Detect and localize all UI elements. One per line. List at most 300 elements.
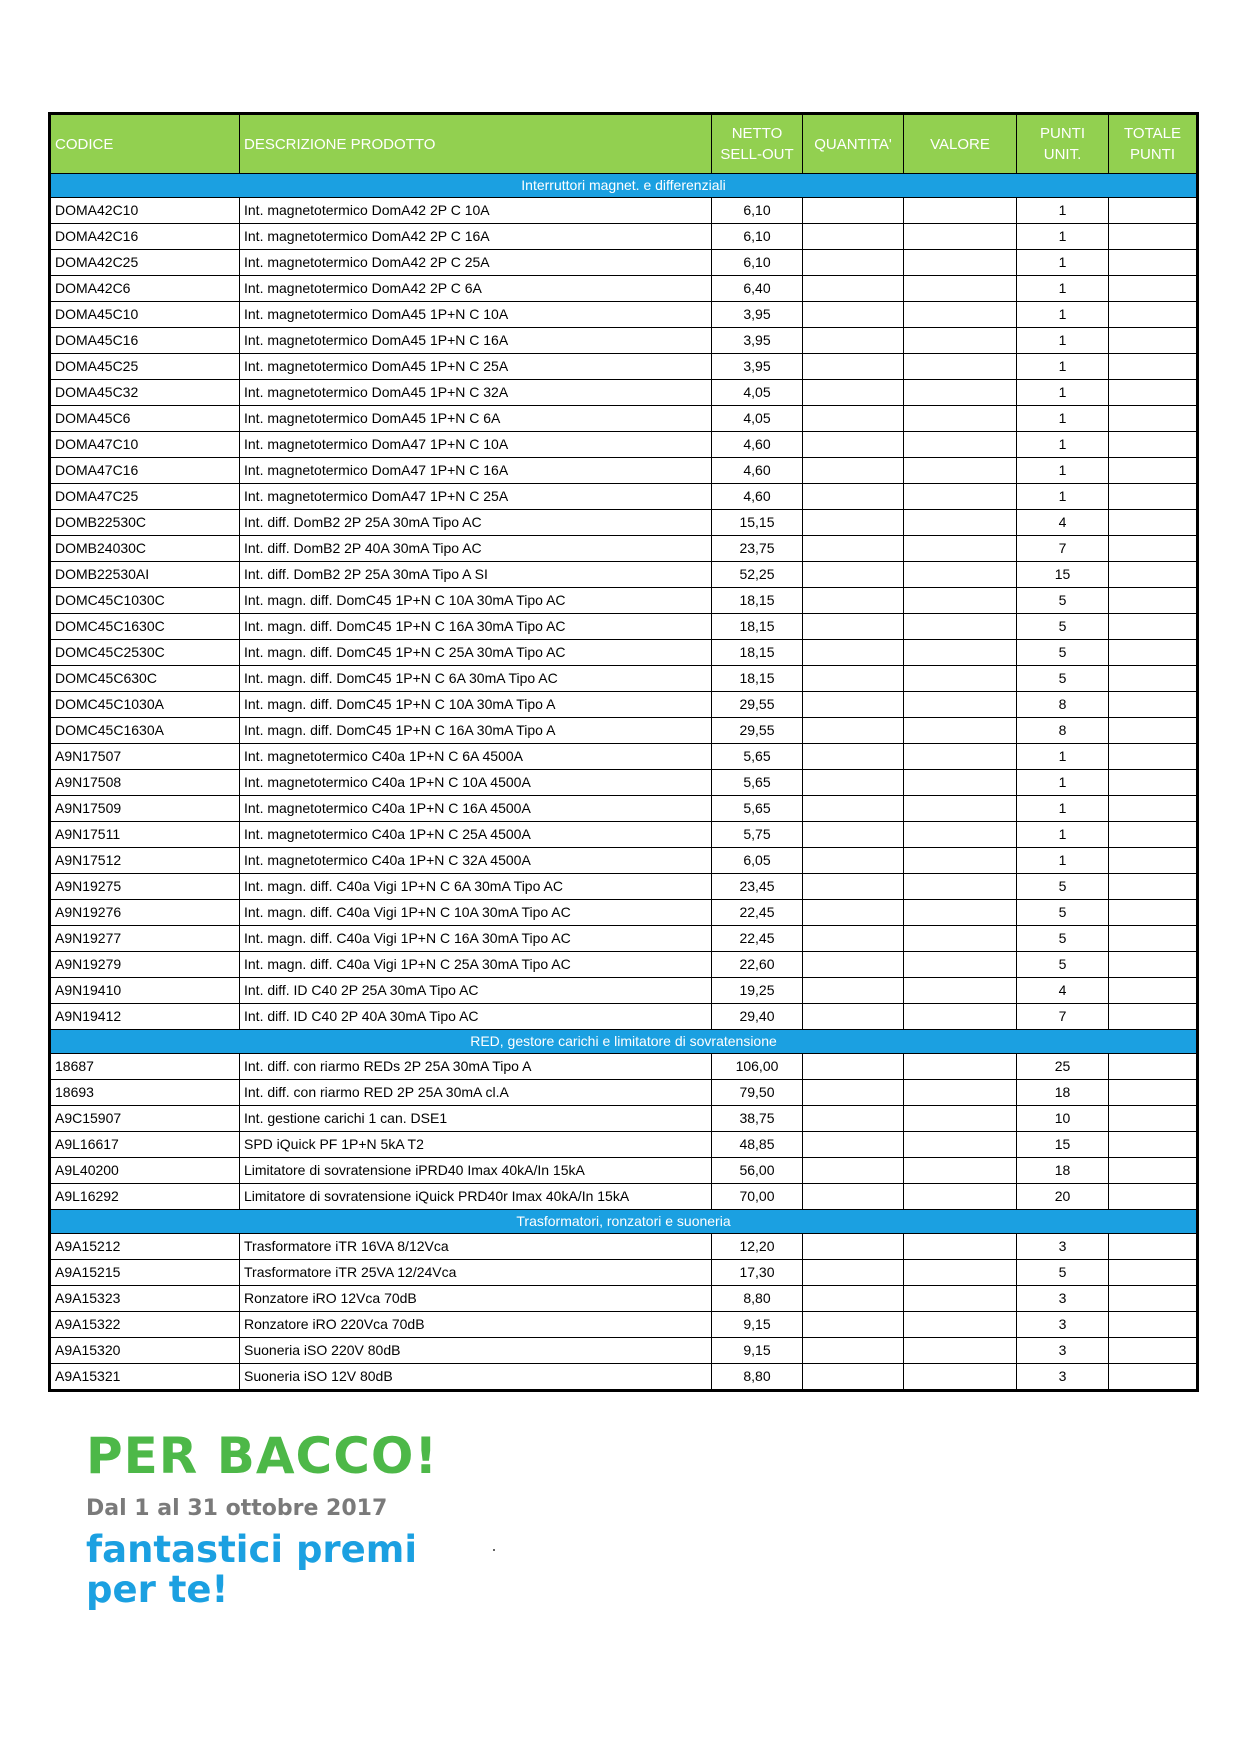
value-cell[interactable] <box>904 614 1017 640</box>
value-cell[interactable] <box>904 770 1017 796</box>
quantity-cell[interactable] <box>803 380 904 406</box>
total-points-cell[interactable] <box>1109 1286 1198 1312</box>
header-descrizione: DESCRIZIONE PRODOTTO <box>240 114 712 174</box>
table-row <box>50 380 1198 406</box>
value-cell[interactable] <box>904 1338 1017 1364</box>
code-cell: DOMA45C25 <box>50 354 240 380</box>
price-cell: 38,75 <box>712 1106 803 1132</box>
quantity-cell[interactable] <box>803 952 904 978</box>
code-cell: DOMA47C25 <box>50 484 240 510</box>
table-row <box>50 510 1198 536</box>
description-cell: Limitatore di sovratensione iPRD40 Imax 40kA/In 15kA <box>240 1158 712 1184</box>
table-row <box>50 1286 1198 1312</box>
value-cell[interactable] <box>904 510 1017 536</box>
code-cell: A9A15322 <box>50 1312 240 1338</box>
table-row <box>50 328 1198 354</box>
price-cell: 19,25 <box>712 978 803 1004</box>
table-row <box>50 796 1198 822</box>
price-cell: 22,45 <box>712 926 803 952</box>
value-cell[interactable] <box>904 354 1017 380</box>
table-row <box>50 224 1198 250</box>
price-cell: 9,15 <box>712 1338 803 1364</box>
table-row <box>50 692 1198 718</box>
total-points-cell[interactable] <box>1109 1158 1198 1184</box>
points-cell: 1 <box>1017 822 1109 848</box>
total-points-cell[interactable] <box>1109 1184 1198 1210</box>
quantity-cell[interactable] <box>803 1184 904 1210</box>
description-cell: Int. magn. diff. C40a Vigi 1P+N C 25A 30mA Tipo AC <box>240 952 712 978</box>
table-row <box>50 822 1198 848</box>
points-cell: 1 <box>1017 276 1109 302</box>
points-cell: 5 <box>1017 640 1109 666</box>
description-cell: Suoneria iSO 12V 80dB <box>240 1364 712 1391</box>
table-row <box>50 770 1198 796</box>
quantity-cell[interactable] <box>803 874 904 900</box>
table-row <box>50 978 1198 1004</box>
code-cell: DOMA42C10 <box>50 198 240 224</box>
value-cell[interactable] <box>904 198 1017 224</box>
description-cell: Int. magn. diff. DomC45 1P+N C 25A 30mA Tipo AC <box>240 640 712 666</box>
points-cell: 5 <box>1017 666 1109 692</box>
value-cell[interactable] <box>904 692 1017 718</box>
quantity-cell[interactable] <box>803 536 904 562</box>
price-cell: 8,80 <box>712 1286 803 1312</box>
value-cell[interactable] <box>904 822 1017 848</box>
header-totale-punti <box>1109 114 1198 174</box>
quantity-cell[interactable] <box>803 822 904 848</box>
price-cell: 4,05 <box>712 406 803 432</box>
quantity-cell[interactable] <box>803 900 904 926</box>
quantity-cell[interactable] <box>803 926 904 952</box>
section-title: RED, gestore carichi e limitatore di sovratensione <box>50 1030 1198 1054</box>
quantity-cell[interactable] <box>803 1338 904 1364</box>
value-cell[interactable] <box>904 718 1017 744</box>
description-cell: Ronzatore iRO 12Vca 70dB <box>240 1286 712 1312</box>
points-cell: 3 <box>1017 1338 1109 1364</box>
code-cell: DOMA45C6 <box>50 406 240 432</box>
value-cell[interactable] <box>904 432 1017 458</box>
value-cell[interactable] <box>904 926 1017 952</box>
table-row <box>50 198 1198 224</box>
promo-block <box>86 1428 438 1610</box>
code-cell: A9A15320 <box>50 1338 240 1364</box>
points-cell: 1 <box>1017 744 1109 770</box>
quantity-cell[interactable] <box>803 432 904 458</box>
price-cell: 6,40 <box>712 276 803 302</box>
description-cell: Int. magn. diff. C40a Vigi 1P+N C 16A 30mA Tipo AC <box>240 926 712 952</box>
description-cell: Int. magn. diff. DomC45 1P+N C 10A 30mA Tipo AC <box>240 588 712 614</box>
value-cell[interactable] <box>904 1158 1017 1184</box>
quantity-cell[interactable] <box>803 692 904 718</box>
header-quantita: QUANTITA' <box>803 114 904 174</box>
total-points-cell[interactable] <box>1109 614 1198 640</box>
total-points-cell[interactable] <box>1109 1260 1198 1286</box>
quantity-cell[interactable] <box>803 1364 904 1391</box>
points-cell: 7 <box>1017 1004 1109 1030</box>
value-cell[interactable] <box>904 744 1017 770</box>
table-row <box>50 1234 1198 1260</box>
description-cell: Int. magnetotermico DomA42 2P C 6A <box>240 276 712 302</box>
quantity-cell[interactable] <box>803 744 904 770</box>
total-points-cell[interactable] <box>1109 432 1198 458</box>
total-points-cell[interactable] <box>1109 484 1198 510</box>
section-header-row <box>50 1210 1198 1234</box>
points-cell: 5 <box>1017 588 1109 614</box>
table-row <box>50 536 1198 562</box>
points-cell: 3 <box>1017 1312 1109 1338</box>
value-cell[interactable] <box>904 666 1017 692</box>
description-cell: Int. magn. diff. DomC45 1P+N C 16A 30mA Tipo AC <box>240 614 712 640</box>
points-cell: 8 <box>1017 692 1109 718</box>
table-row <box>50 458 1198 484</box>
header-valore: VALORE <box>904 114 1017 174</box>
code-cell: DOMA45C32 <box>50 380 240 406</box>
quantity-cell[interactable] <box>803 302 904 328</box>
value-cell[interactable] <box>904 848 1017 874</box>
total-points-cell[interactable] <box>1109 510 1198 536</box>
points-cell: 1 <box>1017 432 1109 458</box>
points-cell: 25 <box>1017 1054 1109 1080</box>
header-punti-line1: PUNTI <box>1040 125 1085 142</box>
quantity-cell[interactable] <box>803 1054 904 1080</box>
description-cell: Int. magnetotermico DomA45 1P+N C 6A <box>240 406 712 432</box>
value-cell[interactable] <box>904 536 1017 562</box>
price-cell: 6,10 <box>712 250 803 276</box>
promo-title: PER BACCO! <box>86 1427 439 1485</box>
value-cell[interactable] <box>904 1132 1017 1158</box>
value-cell[interactable] <box>904 1054 1017 1080</box>
description-cell: Int. diff. DomB2 2P 40A 30mA Tipo AC <box>240 536 712 562</box>
value-cell[interactable] <box>904 952 1017 978</box>
points-cell: 4 <box>1017 510 1109 536</box>
value-cell[interactable] <box>904 276 1017 302</box>
code-cell: DOMA45C16 <box>50 328 240 354</box>
code-cell: A9N17509 <box>50 796 240 822</box>
total-points-cell[interactable] <box>1109 978 1198 1004</box>
quantity-cell[interactable] <box>803 770 904 796</box>
total-points-cell[interactable] <box>1109 562 1198 588</box>
price-cell: 48,85 <box>712 1132 803 1158</box>
code-cell: A9N17507 <box>50 744 240 770</box>
code-cell: A9L16617 <box>50 1132 240 1158</box>
total-points-cell[interactable] <box>1109 536 1198 562</box>
points-cell: 5 <box>1017 900 1109 926</box>
table-row <box>50 640 1198 666</box>
description-cell: Int. magnetotermico DomA47 1P+N C 25A <box>240 484 712 510</box>
quantity-cell[interactable] <box>803 484 904 510</box>
total-points-cell[interactable] <box>1109 1312 1198 1338</box>
total-points-cell[interactable] <box>1109 1054 1198 1080</box>
table-row <box>50 1364 1198 1391</box>
value-cell[interactable] <box>904 562 1017 588</box>
quantity-cell[interactable] <box>803 1132 904 1158</box>
total-points-cell[interactable] <box>1109 1004 1198 1030</box>
quantity-cell[interactable] <box>803 1106 904 1132</box>
price-cell: 106,00 <box>712 1054 803 1080</box>
value-cell[interactable] <box>904 588 1017 614</box>
price-cell: 22,60 <box>712 952 803 978</box>
points-cell: 1 <box>1017 198 1109 224</box>
code-cell: A9N19279 <box>50 952 240 978</box>
table-row <box>50 744 1198 770</box>
total-points-cell[interactable] <box>1109 1132 1198 1158</box>
code-cell: A9A15212 <box>50 1234 240 1260</box>
table-row <box>50 1158 1198 1184</box>
value-cell[interactable] <box>904 380 1017 406</box>
total-points-cell[interactable] <box>1109 770 1198 796</box>
quantity-cell[interactable] <box>803 458 904 484</box>
total-points-cell[interactable] <box>1109 1364 1198 1391</box>
price-cell: 18,15 <box>712 666 803 692</box>
price-cell: 6,10 <box>712 224 803 250</box>
price-cell: 29,55 <box>712 718 803 744</box>
value-cell[interactable] <box>904 1004 1017 1030</box>
description-cell: Int. magnetotermico DomA47 1P+N C 16A <box>240 458 712 484</box>
description-cell: Int. diff. con riarmo RED 2P 25A 30mA cl.A <box>240 1080 712 1106</box>
price-cell: 5,65 <box>712 744 803 770</box>
code-cell: A9L16292 <box>50 1184 240 1210</box>
price-cell: 15,15 <box>712 510 803 536</box>
code-cell: DOMC45C1630A <box>50 718 240 744</box>
description-cell: Int. magn. diff. DomC45 1P+N C 10A 30mA Tipo A <box>240 692 712 718</box>
table-row <box>50 614 1198 640</box>
points-cell: 18 <box>1017 1080 1109 1106</box>
header-codice: CODICE <box>50 114 240 174</box>
header-totale-line1: TOTALE <box>1124 125 1181 142</box>
price-table <box>48 112 1199 1392</box>
total-points-cell[interactable] <box>1109 926 1198 952</box>
total-points-cell[interactable] <box>1109 588 1198 614</box>
total-points-cell[interactable] <box>1109 250 1198 276</box>
description-cell: Int. magnetotermico C40a 1P+N C 32A 4500A <box>240 848 712 874</box>
price-cell: 4,60 <box>712 432 803 458</box>
points-cell: 1 <box>1017 796 1109 822</box>
description-cell: Int. diff. DomB2 2P 25A 30mA Tipo AC <box>240 510 712 536</box>
total-points-cell[interactable] <box>1109 718 1198 744</box>
price-cell: 29,40 <box>712 1004 803 1030</box>
price-cell: 5,65 <box>712 796 803 822</box>
total-points-cell[interactable] <box>1109 406 1198 432</box>
price-cell: 79,50 <box>712 1080 803 1106</box>
value-cell[interactable] <box>904 900 1017 926</box>
total-points-cell[interactable] <box>1109 666 1198 692</box>
description-cell: Int. magnetotermico C40a 1P+N C 25A 4500A <box>240 822 712 848</box>
value-cell[interactable] <box>904 1312 1017 1338</box>
description-cell: Int. magnetotermico C40a 1P+N C 16A 4500A <box>240 796 712 822</box>
description-cell: Int. diff. DomB2 2P 25A 30mA Tipo A SI <box>240 562 712 588</box>
quantity-cell[interactable] <box>803 224 904 250</box>
value-cell[interactable] <box>904 1286 1017 1312</box>
price-cell: 18,15 <box>712 614 803 640</box>
value-cell[interactable] <box>904 1364 1017 1391</box>
value-cell[interactable] <box>904 224 1017 250</box>
table-row <box>50 276 1198 302</box>
quantity-cell[interactable] <box>803 406 904 432</box>
points-cell: 5 <box>1017 614 1109 640</box>
quantity-cell[interactable] <box>803 562 904 588</box>
header-netto-line1: NETTO <box>731 125 783 142</box>
price-cell: 4,60 <box>712 458 803 484</box>
total-points-cell[interactable] <box>1109 224 1198 250</box>
points-cell: 3 <box>1017 1234 1109 1260</box>
description-cell: Int. magnetotermico C40a 1P+N C 6A 4500A <box>240 744 712 770</box>
promo-tagline-2: per te! <box>86 1568 229 1611</box>
table-row <box>50 406 1198 432</box>
quantity-cell[interactable] <box>803 1234 904 1260</box>
code-cell: DOMC45C1030A <box>50 692 240 718</box>
code-cell: DOMB22530AI <box>50 562 240 588</box>
value-cell[interactable] <box>904 978 1017 1004</box>
value-cell[interactable] <box>904 484 1017 510</box>
price-cell: 9,15 <box>712 1312 803 1338</box>
points-cell: 5 <box>1017 1260 1109 1286</box>
description-cell: Int. magnetotermico DomA42 2P C 25A <box>240 250 712 276</box>
price-cell: 52,25 <box>712 562 803 588</box>
total-points-cell[interactable] <box>1109 640 1198 666</box>
price-cell: 6,10 <box>712 198 803 224</box>
total-points-cell[interactable] <box>1109 900 1198 926</box>
total-points-cell[interactable] <box>1109 1338 1198 1364</box>
value-cell[interactable] <box>904 250 1017 276</box>
description-cell: Ronzatore iRO 220Vca 70dB <box>240 1312 712 1338</box>
total-points-cell[interactable] <box>1109 796 1198 822</box>
price-cell: 56,00 <box>712 1158 803 1184</box>
price-cell: 23,75 <box>712 536 803 562</box>
table-row <box>50 926 1198 952</box>
quantity-cell[interactable] <box>803 1158 904 1184</box>
quantity-cell[interactable] <box>803 510 904 536</box>
code-cell: A9N17508 <box>50 770 240 796</box>
points-cell: 4 <box>1017 978 1109 1004</box>
table-row <box>50 1106 1198 1132</box>
quantity-cell[interactable] <box>803 718 904 744</box>
quantity-cell[interactable] <box>803 1004 904 1030</box>
price-cell: 8,80 <box>712 1364 803 1391</box>
total-points-cell[interactable] <box>1109 744 1198 770</box>
description-cell: Int. magnetotermico DomA45 1P+N C 32A <box>240 380 712 406</box>
points-cell: 1 <box>1017 224 1109 250</box>
table-row <box>50 1184 1198 1210</box>
total-points-cell[interactable] <box>1109 276 1198 302</box>
total-points-cell[interactable] <box>1109 692 1198 718</box>
code-cell: DOMA42C25 <box>50 250 240 276</box>
quantity-cell[interactable] <box>803 588 904 614</box>
quantity-cell[interactable] <box>803 978 904 1004</box>
value-cell[interactable] <box>904 406 1017 432</box>
value-cell[interactable] <box>904 874 1017 900</box>
code-cell: DOMB24030C <box>50 536 240 562</box>
table-row <box>50 1312 1198 1338</box>
price-cell: 23,45 <box>712 874 803 900</box>
value-cell[interactable] <box>904 328 1017 354</box>
table-row <box>50 900 1198 926</box>
table-row <box>50 1132 1198 1158</box>
price-cell: 12,20 <box>712 1234 803 1260</box>
table-row <box>50 250 1198 276</box>
quantity-cell[interactable] <box>803 276 904 302</box>
value-cell[interactable] <box>904 796 1017 822</box>
total-points-cell[interactable] <box>1109 1080 1198 1106</box>
description-cell: Int. magn. diff. DomC45 1P+N C 6A 30mA Tipo AC <box>240 666 712 692</box>
value-cell[interactable] <box>904 640 1017 666</box>
total-points-cell[interactable] <box>1109 354 1198 380</box>
total-points-cell[interactable] <box>1109 328 1198 354</box>
value-cell[interactable] <box>904 458 1017 484</box>
quantity-cell[interactable] <box>803 328 904 354</box>
quantity-cell[interactable] <box>803 848 904 874</box>
code-cell: DOMA47C10 <box>50 432 240 458</box>
total-points-cell[interactable] <box>1109 1234 1198 1260</box>
total-points-cell[interactable] <box>1109 1106 1198 1132</box>
description-cell: Suoneria iSO 220V 80dB <box>240 1338 712 1364</box>
quantity-cell[interactable] <box>803 666 904 692</box>
table-row <box>50 484 1198 510</box>
header-punti-unit <box>1017 114 1109 174</box>
value-cell[interactable] <box>904 1260 1017 1286</box>
points-cell: 1 <box>1017 484 1109 510</box>
value-cell[interactable] <box>904 1234 1017 1260</box>
quantity-cell[interactable] <box>803 640 904 666</box>
code-cell: A9N19275 <box>50 874 240 900</box>
table-row <box>50 848 1198 874</box>
points-cell: 1 <box>1017 250 1109 276</box>
quantity-cell[interactable] <box>803 198 904 224</box>
total-points-cell[interactable] <box>1109 198 1198 224</box>
code-cell: A9N19410 <box>50 978 240 1004</box>
section-title: Interruttori magnet. e differenziali <box>50 174 1198 198</box>
table-row <box>50 1260 1198 1286</box>
price-cell: 5,75 <box>712 822 803 848</box>
code-cell: A9N19412 <box>50 1004 240 1030</box>
total-points-cell[interactable] <box>1109 822 1198 848</box>
points-cell: 15 <box>1017 1132 1109 1158</box>
description-cell: Int. gestione carichi 1 can. DSE1 <box>240 1106 712 1132</box>
points-cell: 5 <box>1017 926 1109 952</box>
quantity-cell[interactable] <box>803 250 904 276</box>
description-cell: Int. magnetotermico DomA45 1P+N C 16A <box>240 328 712 354</box>
code-cell: A9N19277 <box>50 926 240 952</box>
code-cell: A9A15321 <box>50 1364 240 1391</box>
quantity-cell[interactable] <box>803 1260 904 1286</box>
table-row <box>50 874 1198 900</box>
table-header-row <box>50 114 1198 174</box>
value-cell[interactable] <box>904 302 1017 328</box>
quantity-cell[interactable] <box>803 1286 904 1312</box>
value-cell[interactable] <box>904 1080 1017 1106</box>
quantity-cell[interactable] <box>803 614 904 640</box>
section-header-row <box>50 174 1198 198</box>
total-points-cell[interactable] <box>1109 952 1198 978</box>
total-points-cell[interactable] <box>1109 848 1198 874</box>
code-cell: DOMC45C630C <box>50 666 240 692</box>
quantity-cell[interactable] <box>803 354 904 380</box>
value-cell[interactable] <box>904 1184 1017 1210</box>
total-points-cell[interactable] <box>1109 302 1198 328</box>
points-cell: 1 <box>1017 380 1109 406</box>
code-cell: A9N17511 <box>50 822 240 848</box>
points-cell: 5 <box>1017 952 1109 978</box>
total-points-cell[interactable] <box>1109 458 1198 484</box>
table-row <box>50 718 1198 744</box>
total-points-cell[interactable] <box>1109 380 1198 406</box>
header-totale-line2: PUNTI <box>1130 146 1175 163</box>
quantity-cell[interactable] <box>803 796 904 822</box>
quantity-cell[interactable] <box>803 1080 904 1106</box>
description-cell: SPD iQuick PF 1P+N 5kA T2 <box>240 1132 712 1158</box>
quantity-cell[interactable] <box>803 1312 904 1338</box>
total-points-cell[interactable] <box>1109 874 1198 900</box>
value-cell[interactable] <box>904 1106 1017 1132</box>
